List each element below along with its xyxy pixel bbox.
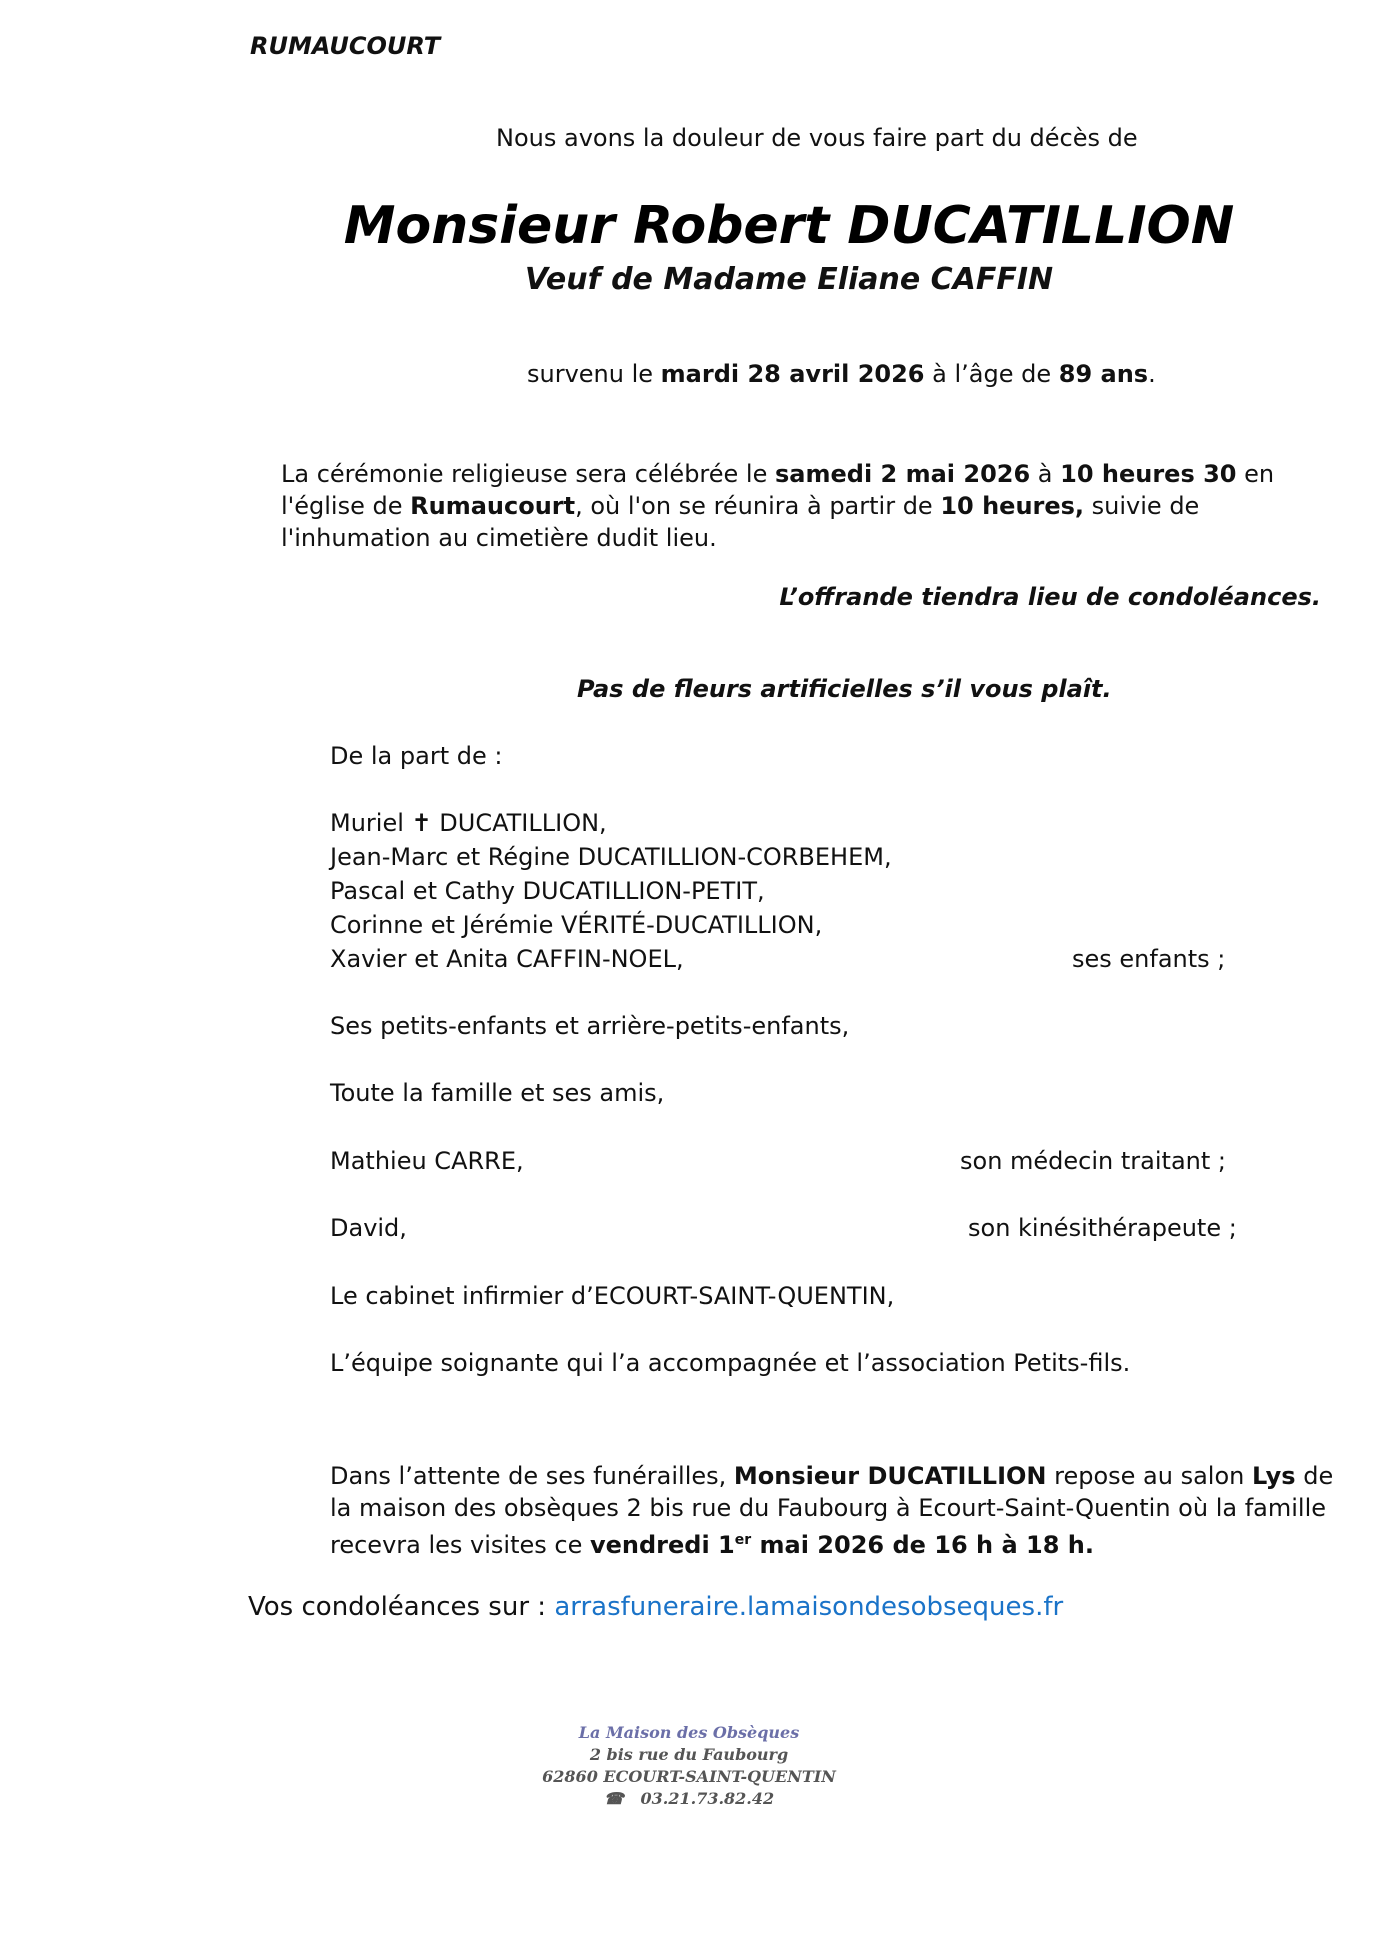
- funerailles-paragraph: [330, 1460, 1350, 1561]
- deceased-spouse: Veuf de Madame Eliane CAFFIN: [524, 262, 1054, 297]
- family-line: Toute la famille et ses amis,: [330, 1079, 665, 1107]
- doctor-name: Mathieu CARRE,: [330, 1147, 524, 1175]
- ceremony-text-4: , où l'on se réunira à partir de: [575, 492, 941, 520]
- footer-address: 2 bis rue du Faubourg: [589, 1745, 789, 1764]
- funerailles-name: Monsieur DUCATILLION: [733, 1462, 1047, 1490]
- ceremony-text-5: suivie de l'inhumation au cimetière dudit lieu.: [281, 492, 1200, 552]
- doctor-role: son médecin traitant ;: [960, 1147, 1226, 1175]
- child-muriel-last: DUCATILLION,: [439, 809, 607, 837]
- nurses-line: Le cabinet infirmier d’ECOURT-SAINT-QUENTIN,: [330, 1282, 895, 1310]
- flowers-note: Pas de fleurs artificielles s’il vous plaît.: [577, 675, 1112, 703]
- ceremony-time: 10 heures 30: [1060, 460, 1237, 488]
- ceremony-gather-time: 10 heures,: [940, 492, 1085, 520]
- ceremony-date: samedi 2 mai 2026: [775, 460, 1031, 488]
- death-notice: [527, 360, 1156, 388]
- ceremony-place: Rumaucourt: [410, 492, 576, 520]
- death-mid: à l’âge de: [924, 360, 1059, 388]
- condolences-label: Vos condoléances sur :: [248, 1592, 555, 1622]
- footer-city: 62860 ECOURT-SAINT-QUENTIN: [542, 1767, 836, 1786]
- ceremony-text-1: La cérémonie religieuse sera célébrée le: [281, 460, 775, 488]
- child-line: Jean-Marc et Régine DUCATILLION-CORBEHEM,: [330, 843, 892, 871]
- footer-phone: 03.21.73.82.42: [640, 1789, 775, 1808]
- death-date: mardi 28 avril 2026: [660, 360, 925, 388]
- care-team-line: L’équipe soignante qui l’a accompagnée et l’association Petits-fils.: [330, 1349, 1131, 1377]
- physio-role: son kinésithérapeute ;: [968, 1214, 1237, 1242]
- child-line: Pascal et Cathy DUCATILLION-PETIT,: [330, 877, 765, 905]
- child-muriel-first: Muriel: [330, 809, 404, 837]
- child-line: Xavier et Anita CAFFIN-NOEL,: [330, 945, 684, 973]
- condolences-line: [248, 1592, 1063, 1622]
- child-line: Corinne et Jérémie VÉRITÉ-DUCATILLION,: [330, 911, 823, 939]
- funerailles-rest: mai 2026 de 16 h à 18 h.: [751, 1531, 1094, 1559]
- footer-phone-line: [0, 1789, 1378, 1808]
- from-label: De la part de :: [330, 742, 503, 770]
- funerailles-text-3: de la maison des obsèques 2 bis rue du Faubourg à Ecourt-Saint-Quentin où la famille recevra les visites ce: [330, 1462, 1334, 1559]
- footer-company: La Maison des Obsèques: [578, 1723, 800, 1742]
- funerailles-salon: Lys: [1251, 1462, 1296, 1490]
- death-age: 89 ans: [1058, 360, 1149, 388]
- funerailles-text-1: Dans l’attente de ses funérailles,: [330, 1462, 734, 1490]
- ceremony-text-2: à: [1030, 460, 1061, 488]
- deceased-name: Monsieur Robert DUCATILLION: [343, 196, 1235, 256]
- offrande-note: L’offrande tiendra lieu de condoléances.: [779, 583, 1321, 611]
- condolences-link[interactable]: arrasfuneraire.lamaisondesobseques.fr: [554, 1592, 1064, 1622]
- ceremony-paragraph: [281, 458, 1341, 554]
- grandchildren-line: Ses petits-enfants et arrière-petits-enfants,: [330, 1012, 850, 1040]
- funerailles-sup: er: [734, 1532, 752, 1548]
- funerailles-day: vendredi 1: [589, 1531, 735, 1559]
- town-heading: RUMAUCOURT: [250, 32, 441, 60]
- physio-name: David,: [330, 1214, 407, 1242]
- children-role: ses enfants ;: [1072, 945, 1226, 973]
- phone-icon: ☎: [603, 1789, 624, 1808]
- ceremony-text-3: en l'église de: [281, 460, 1275, 520]
- child-muriel: [330, 809, 607, 837]
- death-prefix: survenu le: [527, 360, 661, 388]
- cross-icon: ✝: [411, 809, 432, 837]
- funerailles-text-2: repose au salon: [1046, 1462, 1252, 1490]
- intro-text: Nous avons la douleur de vous faire part du décès de: [496, 124, 1138, 152]
- death-suffix: .: [1148, 360, 1156, 388]
